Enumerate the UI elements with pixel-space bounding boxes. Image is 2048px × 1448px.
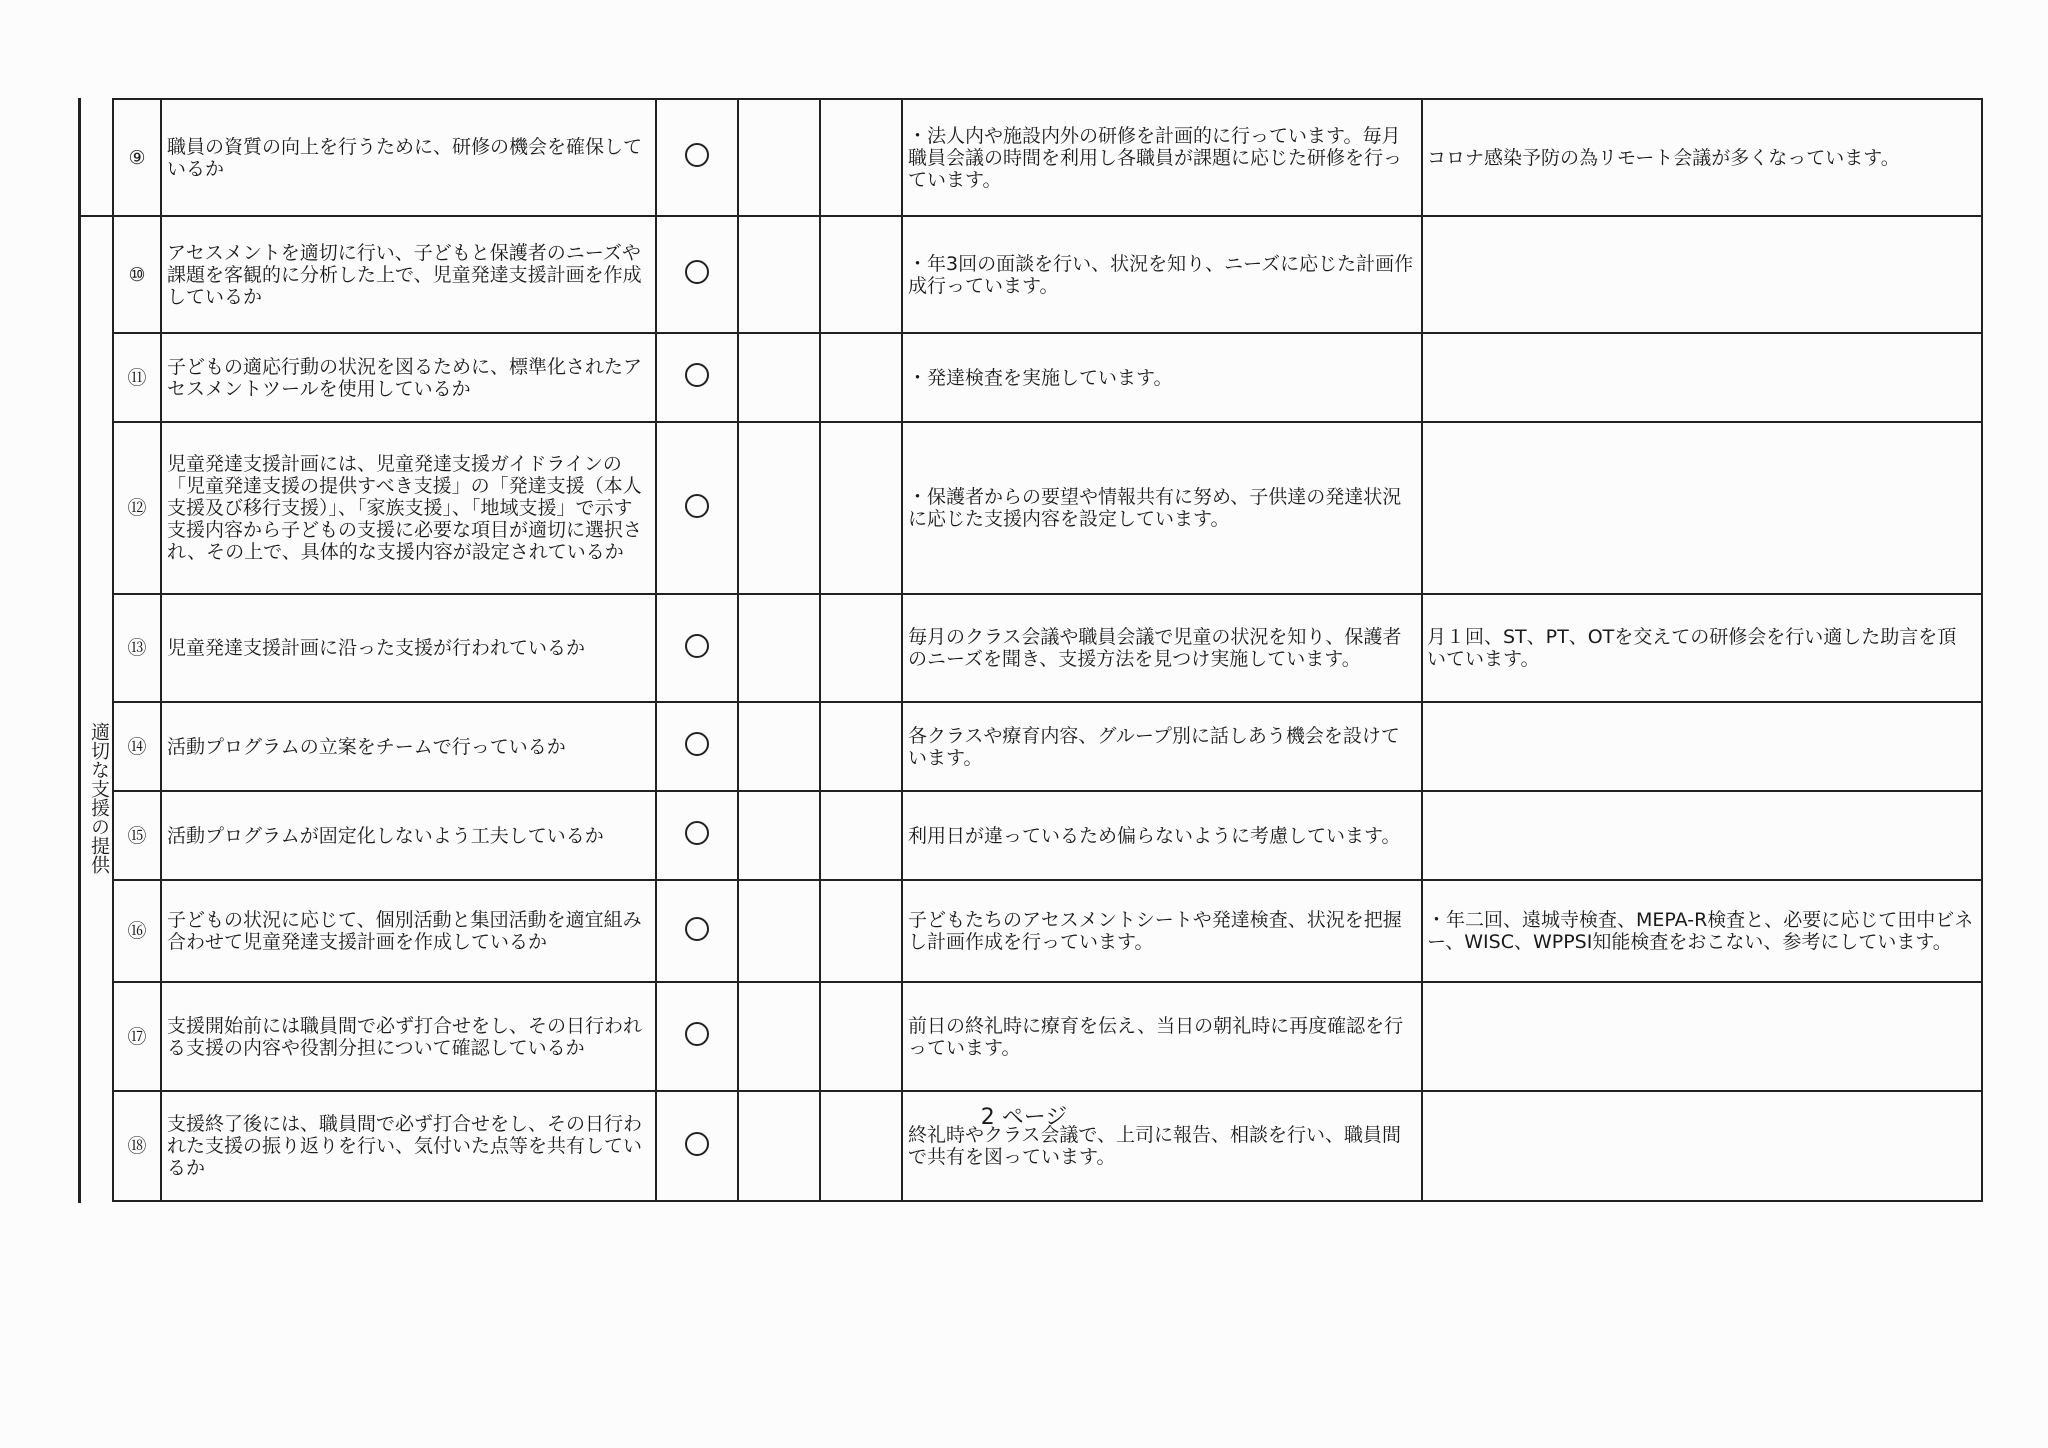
- item-number: ⑪: [113, 333, 161, 422]
- item-number: ⑮: [113, 791, 161, 880]
- no-cell: [738, 216, 820, 333]
- yes-cell: [656, 99, 738, 216]
- no-cell: [738, 594, 820, 702]
- table-row: [113, 702, 1982, 791]
- question-text: 支援終了後には、職員間で必ず打合せをし、その日行われた支援の振り返りを行い、気付いた点等を共有しているか: [161, 1091, 656, 1201]
- item-number: ⑭: [113, 702, 161, 791]
- circle-mark: [685, 143, 709, 167]
- unknown-cell: [820, 791, 902, 880]
- no-cell: [738, 982, 820, 1091]
- unknown-cell: [820, 422, 902, 594]
- circle-mark: [685, 363, 709, 387]
- unknown-cell: [820, 880, 902, 982]
- status-text: 子どもたちのアセスメントシートや発達検査、状況を把握し計画作成を行っています。: [902, 880, 1422, 982]
- yes-cell: [656, 594, 738, 702]
- table-row: [113, 791, 1982, 880]
- table-row: [113, 333, 1982, 422]
- status-text: 前日の終礼時に療育を伝え、当日の朝礼時に再度確認を行っています。: [902, 982, 1422, 1091]
- unknown-cell: [820, 99, 902, 216]
- unknown-cell: [820, 982, 902, 1091]
- status-text: ・法人内や施設内外の研修を計画的に行っています。毎月職員会議の時間を利用し各職員が課題に応じた研修を行っています。: [902, 99, 1422, 216]
- question-text: アセスメントを適切に行い、子どもと保護者のニーズや課題を客観的に分析した上で、児童発達支援計画を作成しているか: [161, 216, 656, 333]
- improvement-text: [1422, 216, 1982, 333]
- improvement-text: コロナ感染予防の為リモート会議が多くなっています。: [1422, 99, 1982, 216]
- status-text: ・年3回の面談を行い、状況を知り、ニーズに応じた計画作成行っています。: [902, 216, 1422, 333]
- circle-mark: [685, 821, 709, 845]
- unknown-cell: [820, 216, 902, 333]
- item-number: ⑱: [113, 1091, 161, 1201]
- status-text: ・保護者からの要望や情報共有に努め、子供達の発達状況に応じた支援内容を設定しています。: [902, 422, 1422, 594]
- question-text: 活動プログラムの立案をチームで行っているか: [161, 702, 656, 791]
- question-text: 支援開始前には職員間で必ず打合せをし、その日行われる支援の内容や役割分担について確認しているか: [161, 982, 656, 1091]
- question-text: 児童発達支援計画には、児童発達支援ガイドラインの「児童発達支援の提供すべき支援」の「発達支援（本人支援及び移行支援）」、「家族支援」、「地域支援」で示す支援内容から子どもの支援に必要な項目が適切に選択され、その上で、具体的な支援内容が設定されているか: [161, 422, 656, 594]
- improvement-text: [1422, 702, 1982, 791]
- no-cell: [738, 880, 820, 982]
- status-text: 毎月のクラス会議や職員会議で児童の状況を知り、保護者のニーズを聞き、支援方法を見つけ実施しています。: [902, 594, 1422, 702]
- yes-cell: [656, 333, 738, 422]
- yes-cell: [656, 791, 738, 880]
- item-number: ⑩: [113, 216, 161, 333]
- circle-mark: [685, 1022, 709, 1046]
- item-number: ⑨: [113, 99, 161, 216]
- category-column-rule: [78, 98, 81, 1203]
- question-text: 児童発達支援計画に沿った支援が行われているか: [161, 594, 656, 702]
- no-cell: [738, 99, 820, 216]
- yes-cell: [656, 880, 738, 982]
- yes-cell: [656, 702, 738, 791]
- evaluation-table: [112, 98, 1983, 1202]
- unknown-cell: [820, 594, 902, 702]
- no-cell: [738, 422, 820, 594]
- page-number: 2 ページ: [980, 1105, 1068, 1130]
- no-cell: [738, 333, 820, 422]
- status-text: 利用日が違っているため偏らないように考慮しています。: [902, 791, 1422, 880]
- status-text: 各クラスや療育内容、グループ別に話しあう機会を設けています。: [902, 702, 1422, 791]
- table-row: [113, 216, 1982, 333]
- improvement-text: ・年二回、遠城寺検査、MEPA-R検査と、必要に応じて田中ビネー、WISC、WPPSI知能検査をおこない、参考にしています。: [1422, 880, 1982, 982]
- question-text: 子どもの状況に応じて、個別活動と集団活動を適宜組み合わせて児童発達支援計画を作成しているか: [161, 880, 656, 982]
- improvement-text: [1422, 333, 1982, 422]
- question-text: 活動プログラムが固定化しないよう工夫しているか: [161, 791, 656, 880]
- yes-cell: [656, 982, 738, 1091]
- improvement-text: [1422, 982, 1982, 1091]
- status-text: 終礼時やクラス会議で、上司に報告、相談を行い、職員間で共有を図っています。: [902, 1091, 1422, 1201]
- table-row: [113, 880, 1982, 982]
- question-text: 子どもの適応行動の状況を図るために、標準化されたアセスメントツールを使用しているか: [161, 333, 656, 422]
- no-cell: [738, 791, 820, 880]
- item-number: ⑯: [113, 880, 161, 982]
- status-text: ・発達検査を実施しています。: [902, 333, 1422, 422]
- table-row: [113, 982, 1982, 1091]
- unknown-cell: [820, 333, 902, 422]
- improvement-text: 月１回、ST、PT、OTを交えての研修会を行い適した助言を頂いています。: [1422, 594, 1982, 702]
- table-row: [113, 99, 1982, 216]
- table-row: [113, 594, 1982, 702]
- circle-mark: [685, 494, 709, 518]
- question-text: 職員の資質の向上を行うために、研修の機会を確保しているか: [161, 99, 656, 216]
- circle-mark: [685, 1132, 709, 1156]
- no-cell: [738, 702, 820, 791]
- yes-cell: [656, 216, 738, 333]
- unknown-cell: [820, 702, 902, 791]
- item-number: ⑰: [113, 982, 161, 1091]
- circle-mark: [685, 260, 709, 284]
- category-section-divider: [78, 215, 112, 217]
- circle-mark: [685, 732, 709, 756]
- item-number: ⑬: [113, 594, 161, 702]
- category-label: 適切な支援の提供: [88, 722, 110, 874]
- table-row: [113, 422, 1982, 594]
- circle-mark: [685, 634, 709, 658]
- improvement-text: [1422, 791, 1982, 880]
- improvement-text: [1422, 422, 1982, 594]
- yes-cell: [656, 422, 738, 594]
- item-number: ⑫: [113, 422, 161, 594]
- circle-mark: [685, 917, 709, 941]
